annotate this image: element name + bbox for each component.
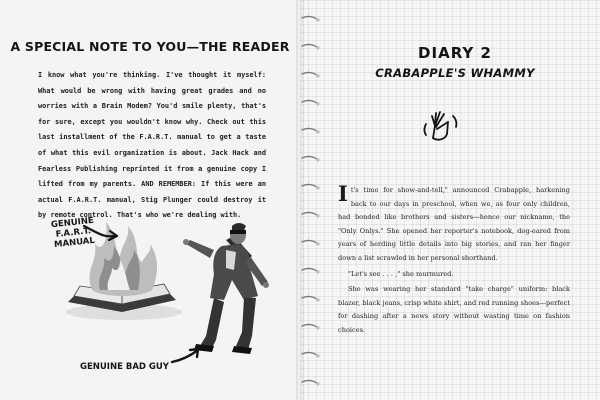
page-title: A SPECIAL NOTE TO YOU—THE READER	[10, 39, 290, 54]
story-paragraph: "Let's see . . . ," she murmured.	[348, 269, 454, 278]
label-line: GENUINE	[50, 215, 95, 231]
label-line: MANUAL	[53, 235, 96, 251]
waving-hand-icon	[423, 108, 459, 142]
story-paragraph: She was wearing her standard "take charge" uniform: black blazer, black jeans, crisp white shirt, and red running shoes—perfect for dashing after a news story without wasting time on fashion choices.	[338, 285, 570, 334]
story-paragraph	[338, 181, 570, 266]
label-genuine-bad-guy: GENUINE BAD GUY	[80, 362, 169, 372]
story-text	[338, 181, 570, 338]
diary-title: CRABAPPLE'S WHAMMY	[375, 66, 535, 80]
drop-cap: I	[338, 181, 348, 206]
label-line: F.A.R.T.	[55, 226, 92, 240]
diary-number: DIARY 2	[418, 44, 492, 62]
note-paragraph: I know what you're thinking. I've thought it myself: What would be wrong with having great grades and no worries with a Brain Modem? You'd smile plenty, that's for sure, except you wouldn't know why. Check out this last installment of the F.A.R.T. manual to get a taste of what this evil organization is about. Jack Hack and Fearless Publishing reprinted it from a genuine copy I lifted from my parents. AND REMEMBER: If this were an actual F.A.R.T. manual, Stig Plunger could destroy it by remote control. That's who we're dealing with.	[38, 71, 266, 220]
label-genuine-fart-manual	[51, 216, 97, 250]
story-paragraph-text: t's time for show-and-tell," announced Crabapple, harkening back to our days in preschool, when we, as four only children, had bonded like brothers and sisters—hence our nickname, the "Only Onlys." She opened her reporter's notebook, dog-eared from years of herding little details into big stories, and ran her finger down a list scrawled in her personal shorthand.	[338, 186, 570, 262]
bad-guy-illustration	[183, 223, 269, 354]
